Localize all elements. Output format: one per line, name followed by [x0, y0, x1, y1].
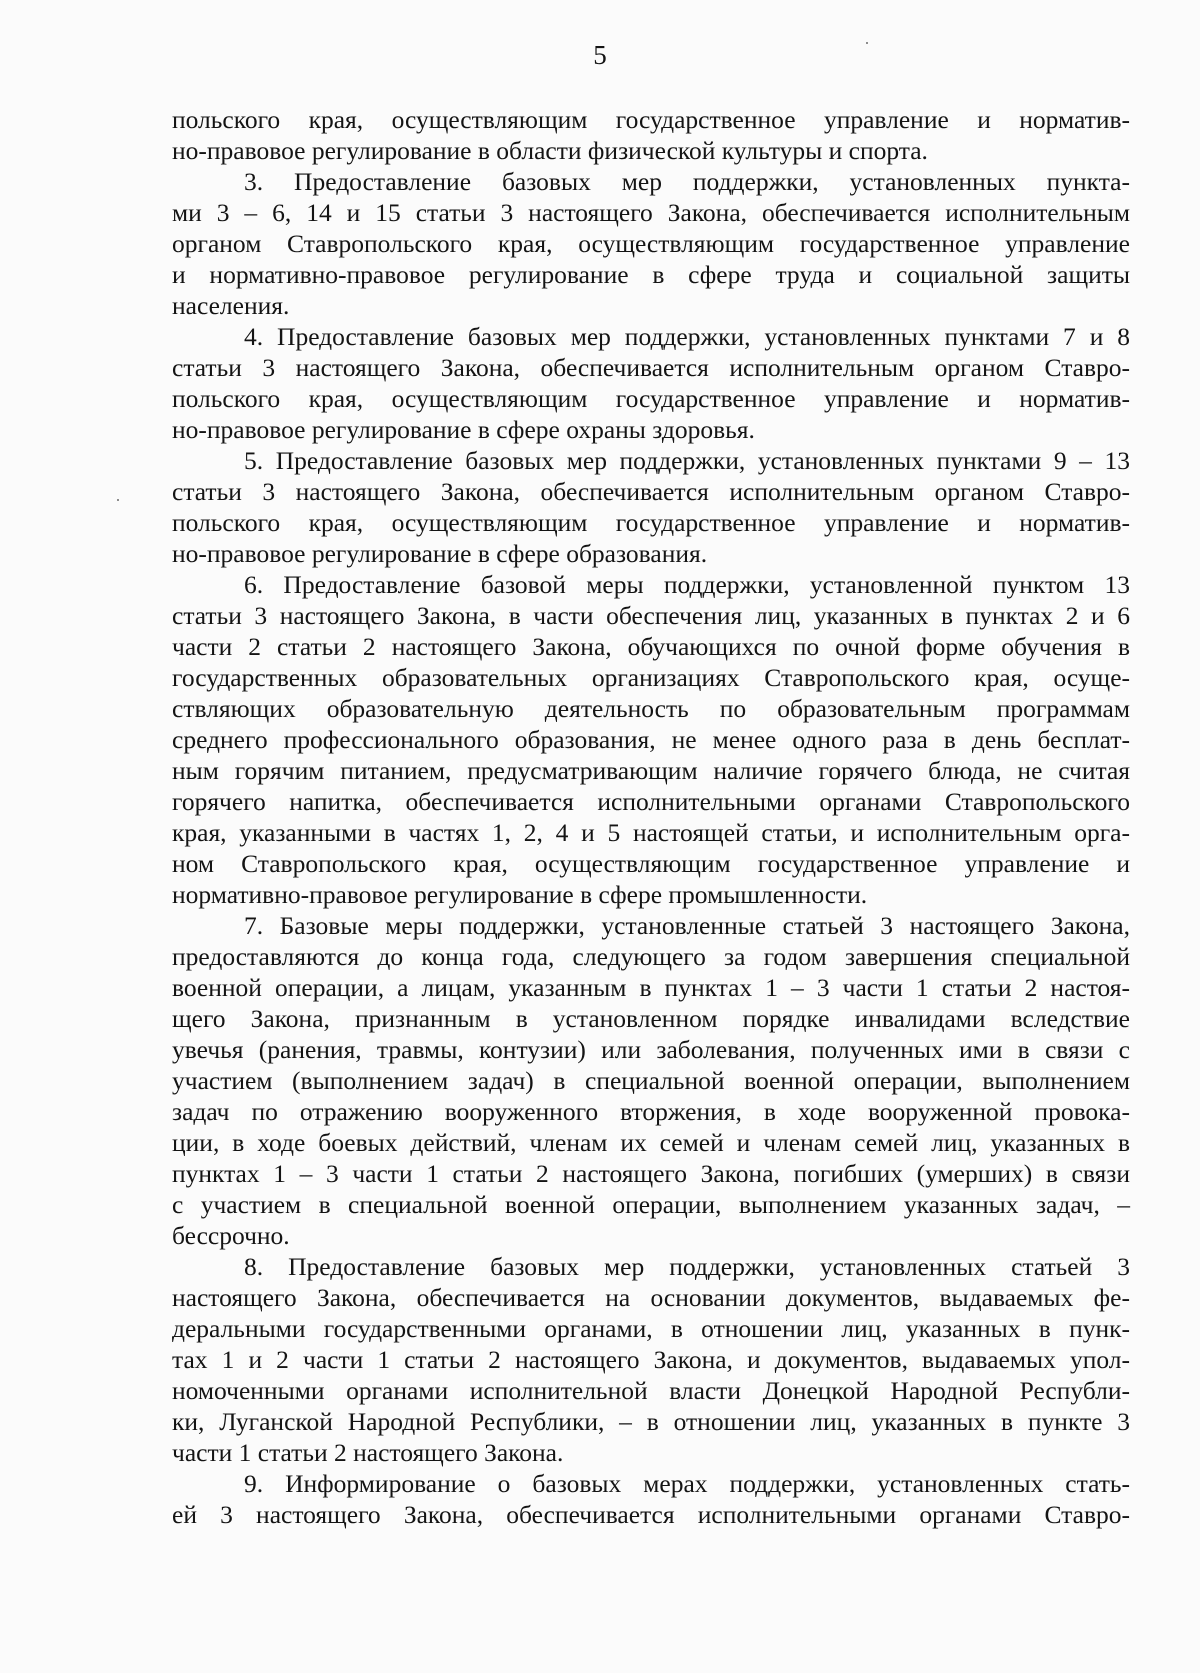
- paragraph-p3: [172, 166, 1130, 321]
- text-line: но-правовое регулирование в сфере охраны здоровья.: [172, 415, 755, 444]
- text-line: щего Закона, признанным в установленном порядке инвалидами вследствие: [172, 1004, 1130, 1033]
- scan-speck: [117, 499, 119, 501]
- text-line: задач по отражению вооруженного вторжения, в ходе вооруженной провока-: [172, 1097, 1130, 1126]
- text-line: ки, Луганской Народной Республики, – в отношении лиц, указанных в пункте 3: [172, 1407, 1130, 1436]
- paragraph-p8: [172, 1251, 1130, 1468]
- document-body: [172, 104, 1130, 1530]
- text-line: статьи 3 настоящего Закона, в части обеспечения лиц, указанных в пунктах 2 и 6: [172, 601, 1130, 630]
- text-line: ей 3 настоящего Закона, обеспечивается исполнительными органами Ставро-: [172, 1500, 1130, 1529]
- page-number: 5: [593, 40, 607, 70]
- text-line: органом Ставропольского края, осуществляющим государственное управление: [172, 229, 1130, 258]
- paragraph-p5: [172, 445, 1130, 569]
- text-line: ным горячим питанием, предусматривающим наличие горячего блюда, не считая: [172, 756, 1130, 785]
- paragraph-p9: [172, 1468, 1130, 1530]
- text-line: 9. Информирование о базовых мерах поддержки, установленных стать-: [244, 1469, 1130, 1498]
- text-line: деральными государственными органами, в отношении лиц, указанных в пунк-: [172, 1314, 1130, 1343]
- text-line: настоящего Закона, обеспечивается на основании документов, выдаваемых фе-: [172, 1283, 1130, 1312]
- text-line: среднего профессионального образования, не менее одного раза в день бесплат-: [172, 725, 1130, 754]
- text-line: населения.: [172, 291, 290, 320]
- text-line: ном Ставропольского края, осуществляющим государственное управление и: [172, 849, 1130, 878]
- text-line: части 2 статьи 2 настоящего Закона, обучающихся по очной форме обучения в: [172, 632, 1130, 661]
- text-line: ствляющих образовательную деятельность по образовательным программам: [172, 694, 1130, 723]
- text-line: края, указанными в частях 1, 2, 4 и 5 настоящей статьи, и исполнительным орга-: [172, 818, 1130, 847]
- paragraph-p-cont: [172, 104, 1130, 166]
- text-line: нормативно-правовое регулирование в сфере промышленности.: [172, 880, 868, 909]
- text-line: государственных образовательных организациях Ставропольского края, осуще-: [172, 663, 1130, 692]
- text-line: 4. Предоставление базовых мер поддержки, установленных пунктами 7 и 8: [244, 322, 1130, 351]
- text-line: пунктах 1 – 3 части 1 статьи 2 настоящего Закона, погибших (умерших) в связи: [172, 1159, 1130, 1188]
- text-line: польского края, осуществляющим государственное управление и норматив-: [172, 384, 1130, 413]
- text-line: военной операции, а лицам, указанным в пунктах 1 – 3 части 1 статьи 2 настоя-: [172, 973, 1130, 1002]
- text-line: предоставляются до конца года, следующего за годом завершения специальной: [172, 942, 1130, 971]
- text-line: ми 3 – 6, 14 и 15 статьи 3 настоящего Закона, обеспечивается исполнительным: [172, 198, 1130, 227]
- text-line: 6. Предоставление базовой меры поддержки, установленной пунктом 13: [244, 570, 1130, 599]
- text-line: части 1 статьи 2 настоящего Закона.: [172, 1438, 564, 1467]
- scan-speck: [866, 42, 868, 44]
- text-line: польского края, осуществляющим государственное управление и норматив-: [172, 105, 1130, 134]
- text-line: ции, в ходе боевых действий, членам их семей и членам семей лиц, указанных в: [172, 1128, 1130, 1157]
- text-line: 3. Предоставление базовых мер поддержки, установленных пункта-: [244, 167, 1130, 196]
- text-line: с участием в специальной военной операции, выполнением указанных задач, –: [172, 1190, 1130, 1219]
- paragraph-p4: [172, 321, 1130, 445]
- text-line: статьи 3 настоящего Закона, обеспечивается исполнительным органом Ставро-: [172, 353, 1130, 382]
- text-line: но-правовое регулирование в области физической культуры и спорта.: [172, 136, 928, 165]
- text-line: польского края, осуществляющим государственное управление и норматив-: [172, 508, 1130, 537]
- paragraph-p7: [172, 910, 1130, 1251]
- text-line: 7. Базовые меры поддержки, установленные статьей 3 настоящего Закона,: [244, 911, 1130, 940]
- text-line: горячего напитка, обеспечивается исполнительными органами Ставропольского: [172, 787, 1130, 816]
- text-line: номоченными органами исполнительной власти Донецкой Народной Республи-: [172, 1376, 1130, 1405]
- text-line: участием (выполнением задач) в специальной военной операции, выполнением: [172, 1066, 1130, 1095]
- text-line: но-правовое регулирование в сфере образования.: [172, 539, 708, 568]
- text-line: 5. Предоставление базовых мер поддержки, установленных пунктами 9 – 13: [244, 446, 1130, 475]
- text-line: увечья (ранения, травмы, контузии) или заболевания, полученных ими в связи с: [172, 1035, 1130, 1064]
- paragraph-p6: [172, 569, 1130, 910]
- text-line: статьи 3 настоящего Закона, обеспечивается исполнительным органом Ставро-: [172, 477, 1130, 506]
- text-line: 8. Предоставление базовых мер поддержки, установленных статьей 3: [244, 1252, 1130, 1281]
- text-line: тах 1 и 2 части 1 статьи 2 настоящего Закона, и документов, выдаваемых упол-: [172, 1345, 1130, 1374]
- text-line: и нормативно-правовое регулирование в сфере труда и социальной защиты: [172, 260, 1130, 289]
- text-line: бессрочно.: [172, 1221, 290, 1250]
